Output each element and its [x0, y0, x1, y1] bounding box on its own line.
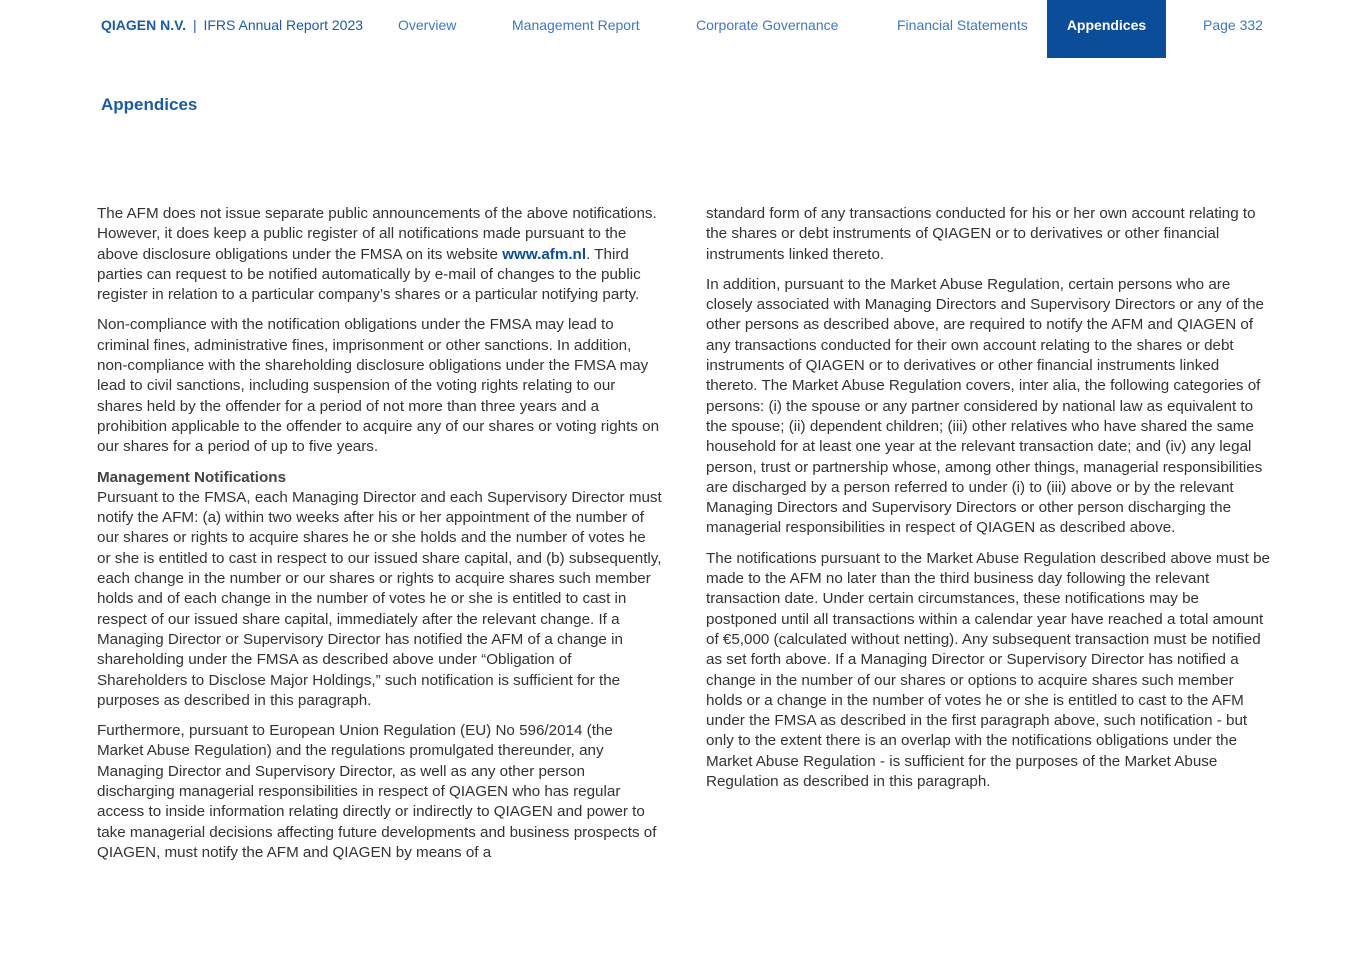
report-brand: [101, 17, 363, 33]
paragraph: The notifications pursuant to the Market Abuse Regulation described above must be made to the AFM no later than the third business day following the relevant transaction date. Under certain circumstances, these notifications may be postponed until all transactions within a calendar year have reached a total amount of €5,000 (calculated without netting). Any subsequent transaction must be notified as set forth above. If a Managing Director or Supervisory Director has notified a change in the number of our shares or options to acquire shares such member holds or a change in the number of votes he or she is entitled to cast to the AFM under the FMSA as described in the first paragraph above, such notification - but only to the extent there is an overlap with the notifications obligations under the Market Abuse Regulation - is sufficient for the purposes of the Market Abuse Regulation as described in this paragraph.: [706, 549, 1270, 791]
page-number: Page 332: [1203, 17, 1263, 33]
paragraph: Non-compliance with the notification obligations under the FMSA may lead to criminal fines, administrative fines, imprisonment or other sanctions. In addition, non-compliance with the shareholding disclosure obligations under the FMSA may lead to civil sanctions, including suspension of the voting rights relating to our shares held by the offender for a period of not more than three years and a prohibition applicable to the offender to acquire any of our shares or voting rights on our shares for a period of up to five years.: [97, 316, 660, 456]
brand-separator: |: [192, 17, 197, 33]
paragraph: [97, 204, 663, 305]
management-notifications-heading: Management Notifications: [97, 468, 287, 486]
nav-corporate-governance[interactable]: Corporate Governance: [696, 17, 839, 33]
paragraph: standard form of any transactions conducted for his or her own account relating to the shares or debt instruments of QIAGEN or to derivatives or other financial instruments linked thereto.: [706, 205, 1256, 263]
paragraph: Furthermore, pursuant to European Union Regulation (EU) No 596/2014 (the Market Abuse Regulation) and the regulations promulgated thereunder, any Managing Director and Supervisory Director, as well as any other person discharging managerial responsibilities in respect of QIAGEN who has regular access to inside information relating directly or indirectly to QIAGEN and power to take managerial decisions affecting future developments and business prospects of QIAGEN, must notify the AFM and QIAGEN by means of a: [97, 722, 657, 861]
nav-appendices[interactable]: Appendices: [1047, 0, 1166, 58]
report-name: IFRS Annual Report 2023: [203, 17, 364, 33]
afm-website-link[interactable]: www.afm.nl: [502, 245, 587, 263]
left-column: [97, 204, 663, 873]
company-name: QIAGEN N.V.: [101, 17, 187, 33]
paragraph-text: . Third parties can request to be notified automatically by e-mail of changes to the public register in relation to a particular company’s shares or a particular notifying party.: [97, 245, 641, 304]
section-title: Appendices: [101, 95, 198, 114]
right-column: [706, 204, 1272, 802]
nav-management-report[interactable]: Management Report: [512, 17, 640, 33]
paragraph: Pursuant to the FMSA, each Managing Director and each Supervisory Director must notify the AFM: (a) within two weeks after his or her appointment of the number of our shares or rights to acquire shares he or she holds and the number of votes he or she is entitled to cast in respect to our issued share capital, and (b) subsequently, each change in the number or our shares or rights to acquire shares such member holds and of each change in the number of votes he or she is entitled to cast in respect of our issued share capital, immediately after the relevant change. If a Managing Director or Supervisory Director has notified the AFM of a change in shareholding under the FMSA as described above under “Obligation of Shareholders to Disclose Major Holdings,” such notification is sufficient for the purposes as described in this paragraph.: [97, 488, 662, 709]
header-bar: [0, 0, 1365, 58]
paragraph: In addition, pursuant to the Market Abuse Regulation, certain persons who are closely associated with Managing Directors and Supervisory Directors or any of the other persons as described above, are required to notify the AFM and QIAGEN of any transactions conducted for their own account relating to the shares or debt instruments of QIAGEN or to derivatives or other financial instruments linked thereto. The Market Abuse Regulation covers, inter alia, the following categories of persons: (i) the spouse or any partner considered by national law as equivalent to the spouse; (ii) dependent children; (iii) other relatives who have shared the same household for at least one year at the relevant transaction date; and (iv) any legal person, trust or partnership whose, among other things, managerial responsibilities are discharged by a person referred to under (i) to (iii) above or by the relevant Managing Directors and Supervisory Directors or other person discharging the managerial responsibilities in respect of QIAGEN as described above.: [706, 275, 1264, 537]
paragraph-text: The AFM does not issue separate public announcements of the above notifications. However, it does keep a public register of all notifications made pursuant to the above disclosure obligations under the FMSA on its website: [97, 205, 657, 263]
nav-financial-statements[interactable]: Financial Statements: [897, 17, 1028, 33]
nav-overview[interactable]: Overview: [398, 17, 457, 33]
